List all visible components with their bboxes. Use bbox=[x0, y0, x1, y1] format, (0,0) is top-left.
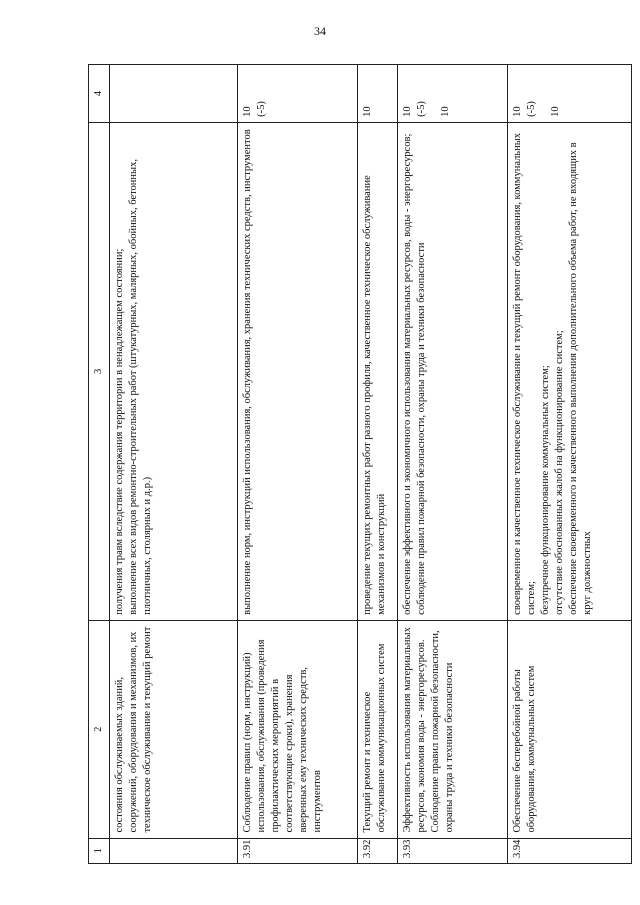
table-row bbox=[110, 65, 238, 864]
header-cell: 1 bbox=[89, 838, 110, 863]
row-number-cell: 3.91 bbox=[238, 838, 358, 863]
points-value: (-5) bbox=[525, 101, 537, 117]
criteria-cell bbox=[398, 122, 508, 620]
points-value: 10 bbox=[439, 106, 451, 117]
table-row bbox=[238, 65, 358, 864]
criteria-line: обеспечение эффективного и экономичного использования материальных ресурсов, воды - энергоресурсов; bbox=[402, 133, 413, 615]
criteria-line: выполнение норм, инструкций использования, обслуживания, хранения технических средств, инструментов bbox=[242, 129, 253, 615]
indicator-name-cell: состояния обслуживаемых зданий, сооружений, оборудования и механизмов, их техническое обслуживание и текущий ремонт bbox=[110, 620, 238, 838]
criteria-line: обеспечение своевременного и качественного выполнения дополнительного объема работ, не входящих в круг должностных bbox=[567, 142, 593, 615]
header-cell: 4 bbox=[89, 65, 110, 123]
criteria-cell bbox=[358, 122, 398, 620]
rotated-table-area bbox=[88, 64, 640, 864]
row-number-cell: 3.94 bbox=[508, 838, 632, 863]
criteria-cell bbox=[110, 122, 238, 620]
table-row bbox=[358, 65, 398, 864]
criteria-line: выполнение всех видов ремонтно-строительных работ (штукатурных, малярных, обойных, бетонных, плотничных, столярных и д.р.) bbox=[127, 159, 153, 615]
criteria-line: проведение текущих ремонтных работ разного профиля, качественное техническое обслуживание механизмов и конструкций bbox=[362, 175, 387, 615]
criteria-line: безупречное функционирование коммунальных систем; bbox=[539, 365, 551, 615]
points-cell bbox=[398, 65, 508, 123]
row-number-cell: 3.92 bbox=[358, 838, 398, 863]
indicator-name-cell: Текущий ремонт и техническое обслуживание коммуникационных систем bbox=[358, 620, 398, 838]
table-row bbox=[508, 65, 632, 864]
table-row bbox=[398, 65, 508, 864]
points-value: 10 bbox=[549, 106, 561, 117]
rotated-table-frame bbox=[88, 64, 640, 864]
page-number: 34 bbox=[314, 24, 326, 38]
criteria-line: соблюдение правил пожарной безопасности, охраны труда и техники безопасности bbox=[415, 242, 427, 615]
criteria-line: отсутствие обоснованных жалоб на функционирование систем; bbox=[553, 330, 565, 615]
points-cell bbox=[238, 65, 358, 123]
points-value: 10 bbox=[242, 106, 253, 117]
points-value: (-5) bbox=[255, 101, 267, 117]
row-number-cell: 3.93 bbox=[398, 838, 508, 863]
points-spacer bbox=[429, 70, 439, 117]
points-cell bbox=[110, 65, 238, 123]
header-cell: 3 bbox=[89, 122, 110, 620]
points-spacer bbox=[539, 70, 549, 117]
points-value: 10 bbox=[362, 106, 373, 117]
points-value: 10 bbox=[512, 106, 523, 117]
indicator-name-cell: Эффективность использования материальных ресурсов, экономия воды - энергоресурсов. Соблюдение правил пожарной безопасности, охраны труда и техники безопасности bbox=[398, 620, 508, 838]
criteria-cell bbox=[238, 122, 358, 620]
row-number-cell bbox=[110, 838, 238, 863]
points-value: 10 bbox=[402, 106, 413, 117]
criteria-table bbox=[88, 64, 632, 864]
points-cell bbox=[358, 65, 398, 123]
criteria-cell bbox=[508, 122, 632, 620]
header-cell: 2 bbox=[89, 620, 110, 838]
criteria-line: своевременное и качественное техническое обслуживание и текущий ремонт оборудования, коммунальных систем; bbox=[512, 132, 537, 615]
indicator-name-cell: Соблюдение правил (норм, инструкций) использования, обслуживания (проведения профилактических мероприятий в соответствующие сроки), хранения вверенных ему технических средств, инструментов bbox=[238, 620, 358, 838]
points-value: (-5) bbox=[415, 101, 427, 117]
points-cell bbox=[508, 65, 632, 123]
indicator-name-cell: Обеспечение бесперебойной работы оборудования, коммунальных систем bbox=[508, 620, 632, 838]
table-header-row bbox=[89, 65, 110, 864]
criteria-line: получения травм вследствие содержания территории в ненадлежащем состоянии; bbox=[114, 248, 125, 615]
